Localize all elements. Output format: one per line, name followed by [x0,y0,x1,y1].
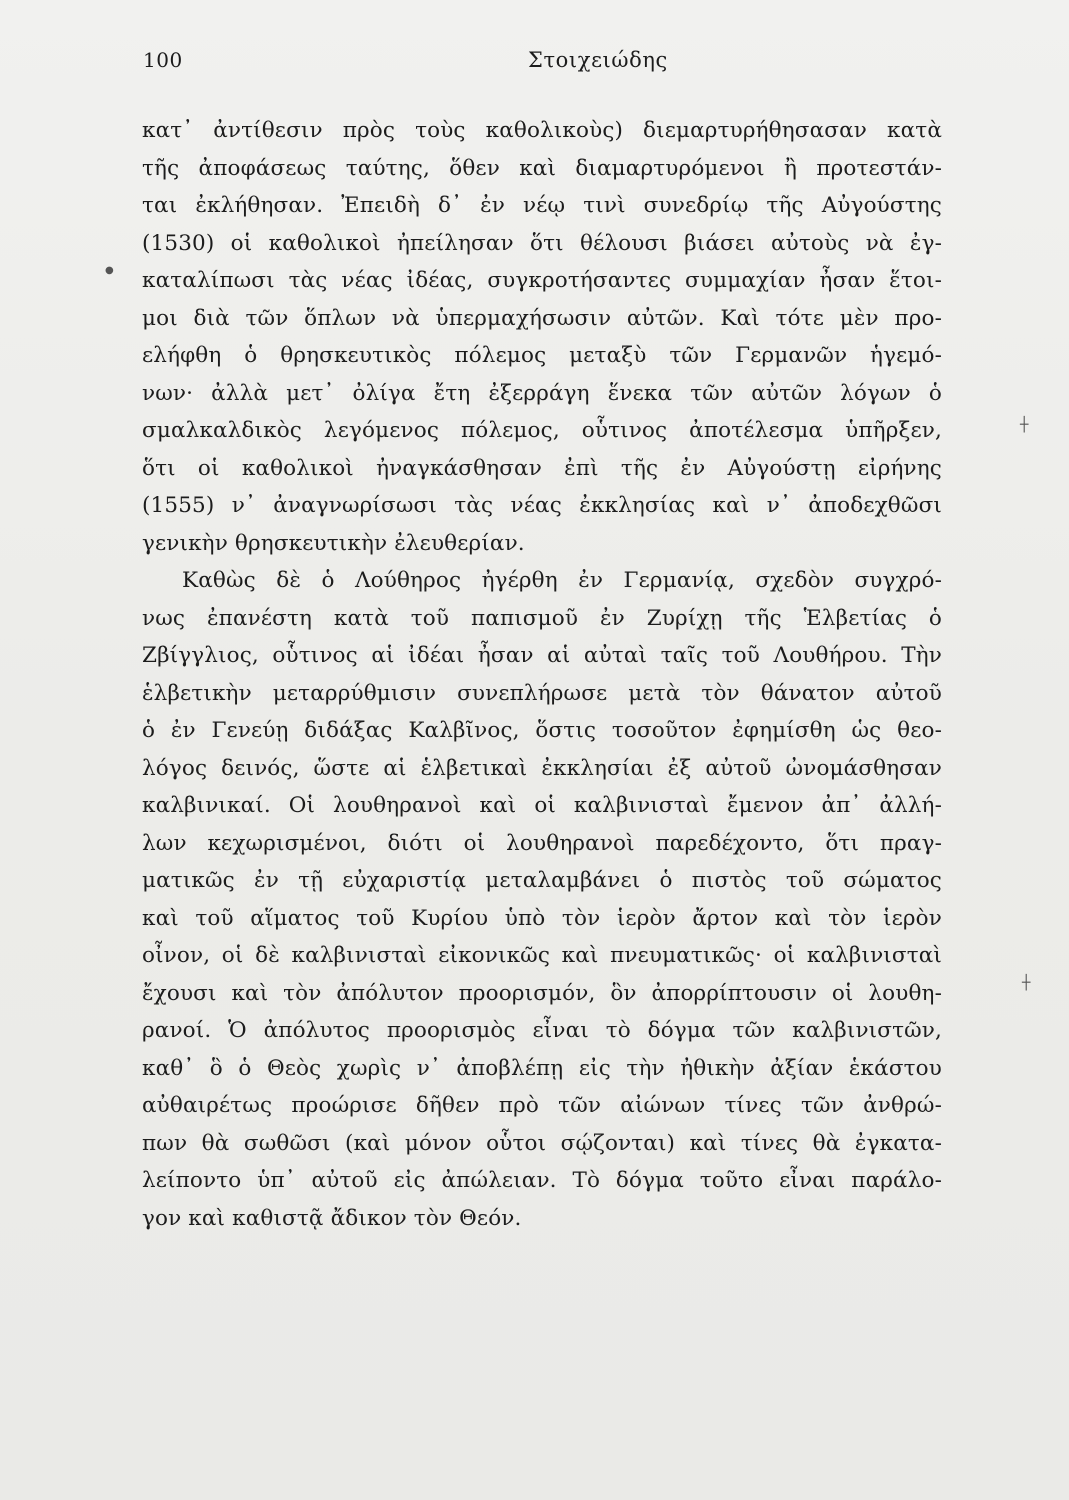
text-line: νως ἐπανέστη κατὰ τοῦ παπισμοῦ ἐν Ζυρίχῃ τῆς Ἑλβετίας ὁ [142,605,942,631]
paragraph-end-line: γον καὶ καθιστᾷ ἄδικον τὸν Θεόν. [142,1205,522,1231]
text-line: λείποντο ὑπ᾽ αὐτοῦ εἰς ἀπώλειαν. Τὸ δόγμα τοῦτο εἶναι παράλο- [142,1168,942,1193]
text-line: Ζβίγγλιος, οὗτινος αἱ ἰδέαι ἦσαν αἱ αὐταὶ ταῖς τοῦ Λουθήρου. Τὴν [142,643,942,668]
text-line: ματικῶς ἐν τῇ εὐχαριστίᾳ μεταλαμβάνει ὁ πιστὸς τοῦ σώματος [142,868,942,893]
text-line: ρανοί. Ὁ ἀπόλυτος προορισμὸς εἶναι τὸ δόγμα τῶν καλβινιστῶν, [142,1018,942,1043]
text-line: σμαλκαλδικὸς λεγόμενος πόλεμος, οὗτινος ἀποτέλεσμα ὑπῆρξεν, [142,418,942,443]
margin-tick-mark: ┼ [1020,417,1029,433]
text-line: καταλίπωσι τὰς νέας ἰδέας, συγκροτήσαντες συμμαχίαν ἦσαν ἕτοι- [142,268,942,293]
text-line: νων· ἀλλὰ μετ᾽ ὀλίγα ἔτη ἐξερράγη ἕνεκα τῶν αὐτῶν λόγων ὁ [142,380,942,406]
text-line: λόγος δεινός, ὥστε αἱ ἑλβετικαὶ ἐκκλησίαι ἐξ αὐτοῦ ὠνομάσθησαν [142,755,942,781]
text-line: ὁ ἐν Γενεύῃ διδάξας Καλβῖνος, ὅστις τοσοῦτον ἐφημίσθη ὡς θεο- [142,718,942,743]
text-line: ἔχουσι καὶ τὸν ἀπόλυτον προορισμόν, ὃν ἀπορρίπτουσιν οἱ λουθη- [142,980,942,1006]
paragraph-end-line: γενικὴν θρησκευτικὴν ἐλευθερίαν. [142,530,525,556]
body-text [142,112,942,1237]
page-number: 100 [143,48,183,72]
paragraph-start-line: Καθὼς δὲ ὁ Λούθηρος ἠγέρθη ἐν Γερμανίᾳ, σχεδὸν συγχρό- [182,568,942,593]
text-line: πων θὰ σωθῶσι (καὶ μόνον οὗτοι σῴζονται) καὶ τίνες θὰ ἐγκατα- [142,1130,942,1156]
text-line: (1555) ν᾽ ἀναγνωρίσωσι τὰς νέας ἐκκλησίας καὶ ν᾽ ἀποδεχθῶσι [142,493,942,518]
text-line: λων κεχωρισμένοι, διότι οἱ λουθηρανοὶ παρεδέχοντο, ὅτι πραγ- [142,830,942,856]
text-line: ὅτι οἱ καθολικοὶ ἠναγκάσθησαν ἐπὶ τῆς ἐν Αὐγούστῃ εἰρήνης [142,455,942,481]
text-line: καὶ τοῦ αἵματος τοῦ Κυρίου ὑπὸ τὸν ἱερὸν ἄρτον καὶ τὸν ἱερὸν [142,905,942,931]
text-line: τῆς ἀποφάσεως ταύτης, ὅθεν καὶ διαμαρτυρόμενοι ἢ προτεστάν- [142,155,942,181]
text-line: κατ᾽ ἀντίθεσιν πρὸς τοὺς καθολικοὺς) διεμαρτυρήθησασαν κατὰ [142,118,942,143]
text-line: καλβινικαί. Οἱ λουθηρανοὶ καὶ οἱ καλβινισταὶ ἔμενον ἀπ᾽ ἀλλή- [142,793,942,818]
running-title: Στοιχειώδης [528,48,668,72]
text-line: αὐθαιρέτως προώρισε δῆθεν πρὸ τῶν αἰώνων τίνες τῶν ἀνθρώ- [142,1093,942,1118]
margin-dot-mark: ● [105,265,114,276]
text-line: ελήφθη ὁ θρησκευτικὸς πόλεμος μεταξὺ τῶν Γερμανῶν ἡγεμό- [142,343,942,368]
text-line: ἑλβετικὴν μεταρρύθμισιν συνεπλήρωσε μετὰ τὸν θάνατον αὐτοῦ [142,680,942,706]
text-line: οἶνον, οἱ δὲ καλβινισταὶ εἰκονικῶς καὶ πνευματικῶς· οἱ καλβινισταὶ [142,943,942,968]
margin-tick-mark: ┼ [1022,975,1031,991]
text-line: καθ᾽ ὃ ὁ Θεὸς χωρὶς ν᾽ ἀποβλέπῃ εἰς τὴν ἠθικὴν ἀξίαν ἑκάστου [142,1055,942,1081]
text-line: μοι διὰ τῶν ὅπλων νὰ ὑπερμαχήσωσιν αὐτῶν. Καὶ τότε μὲν προ- [142,305,942,331]
running-head [0,44,1069,78]
text-line: (1530) οἱ καθολικοὶ ἠπείλησαν ὅτι θέλουσι βιάσει αὐτοὺς νὰ ἐγ- [142,230,942,256]
text-line: ται ἐκλήθησαν. Ἐπειδὴ δ᾽ ἐν νέῳ τινὶ συνεδρίῳ τῆς Αὐγούστης [142,193,942,218]
